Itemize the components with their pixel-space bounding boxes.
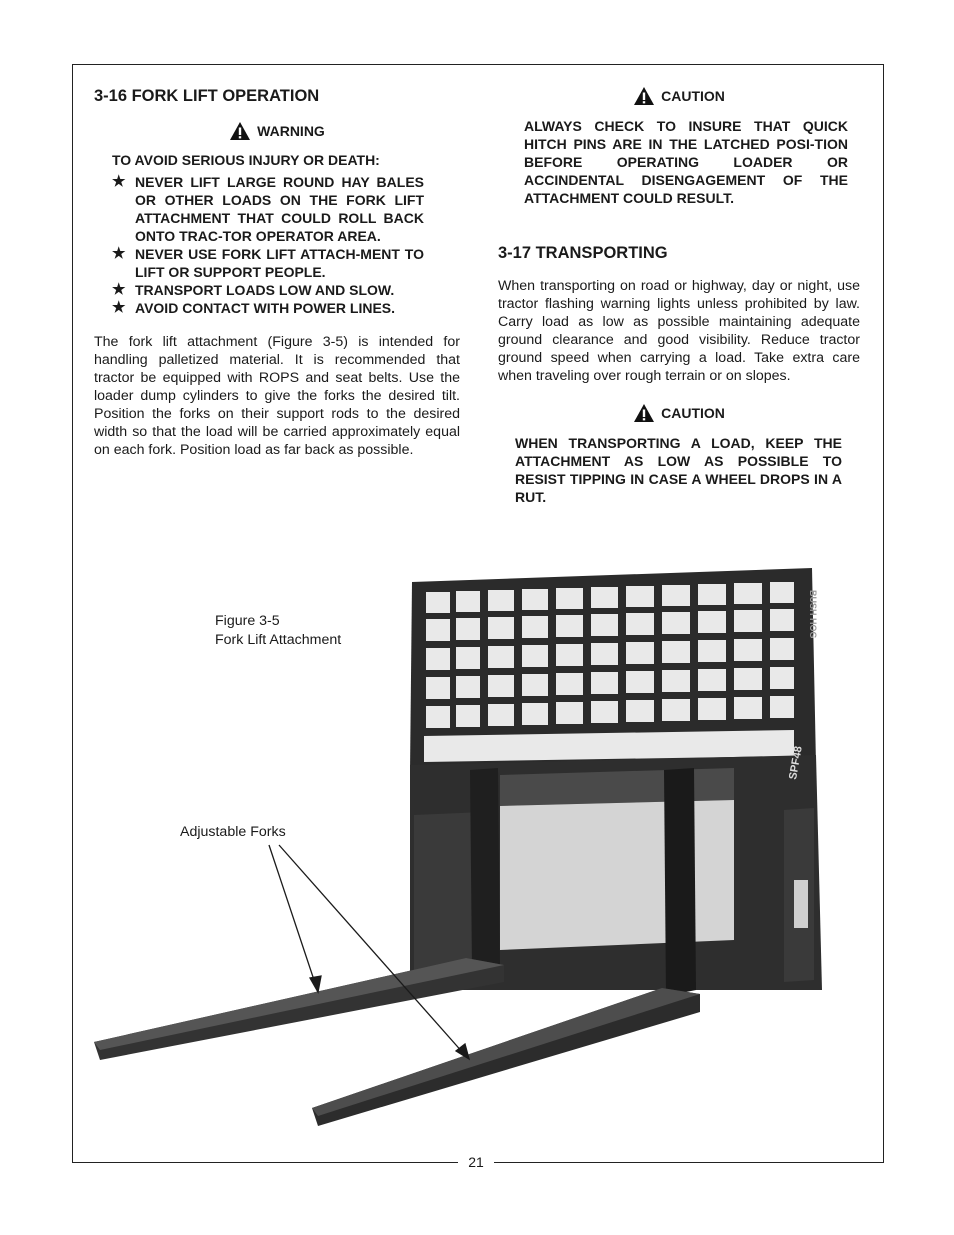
list-item-text: NEVER LIFT LARGE ROUND HAY BALES OR OTHER LOADS ON THE FORK LIFT ATTACHMENT THAT COULD ROLL BACK ONTO TRAC-TOR OPERATOR AREA.: [135, 174, 424, 244]
list-item-text: NEVER USE FORK LIFT ATTACH-MENT TO LIFT OR SUPPORT PEOPLE.: [135, 246, 424, 280]
forks-callout-label: Adjustable Forks: [180, 824, 286, 840]
figure-number: Figure 3-5: [215, 613, 280, 629]
list-item: [112, 281, 424, 299]
section-fork-lift-operation: [94, 86, 460, 459]
star-icon: ★: [112, 281, 126, 298]
warning-label: WARNING: [257, 123, 325, 139]
section-title: 3-16 FORK LIFT OPERATION: [94, 87, 320, 105]
star-icon: ★: [112, 245, 126, 262]
figure-title: Fork Lift Attachment: [215, 632, 342, 648]
caution-text: ALWAYS CHECK TO INSURE THAT QUICK HITCH PINS ARE IN THE LATCHED POSI-TION BEFORE OPERATING LOADER OR ACCINDENTAL DISENGAGEMENT OF THE ATTACHMENT COULD RESULT.: [524, 118, 848, 206]
list-item-text: TRANSPORT LOADS LOW AND SLOW.: [135, 282, 395, 298]
caution-header: [498, 86, 860, 106]
fork-lift-paragraph: The fork lift attachment (Figure 3-5) is intended for handling palletized material. It is recommended that tractor be equipped with ROPS and seat belts. Use the loader dump cylinders to give the forks the desired tilt. Position the forks on their support rods to the desired width so that the load will be carried approximately equal on each fork. Position load as far back as possible.: [94, 334, 460, 458]
star-icon: ★: [112, 299, 126, 316]
fork-lift-illustration: [94, 560, 834, 1140]
list-item: [112, 245, 424, 281]
figure-caption: [215, 612, 341, 650]
list-item-text: AVOID CONTACT WITH POWER LINES.: [135, 300, 396, 316]
warning-list: [112, 173, 424, 317]
model-mark: SPF48: [787, 745, 805, 781]
caution-label: CAUTION: [661, 405, 725, 421]
page-number: 21: [458, 1153, 494, 1171]
list-item: [112, 299, 424, 317]
section-title: 3-17 TRANSPORTING: [498, 244, 668, 262]
star-icon: ★: [112, 173, 126, 190]
caution-text: WHEN TRANSPORTING A LOAD, KEEP THE ATTACHMENT AS LOW AS POSSIBLE TO RESIST TIPPING IN CASE A WHEEL DROPS IN A RUT.: [515, 435, 842, 505]
warning-triangle-icon: [229, 121, 251, 141]
list-item: [112, 173, 424, 245]
caution-header: [498, 403, 860, 423]
warning-header: [94, 121, 460, 141]
warning-lead: TO AVOID SERIOUS INJURY OR DEATH:: [112, 152, 380, 168]
warning-triangle-icon: [633, 86, 655, 106]
brand-mark: BUSH HOG: [808, 590, 818, 639]
transporting-paragraph: When transporting on road or highway, day or night, use tractor flashing warning lights unless prohibited by law. Carry load as low as possible maintaining adequate ground clearance and good visibility. Reduce tractor ground speed when carrying a load. Take extra care when traveling over rough terrain or on slopes.: [498, 278, 860, 384]
warning-triangle-icon: [633, 403, 655, 423]
right-column: [498, 86, 860, 506]
caution-label: CAUTION: [661, 88, 725, 104]
